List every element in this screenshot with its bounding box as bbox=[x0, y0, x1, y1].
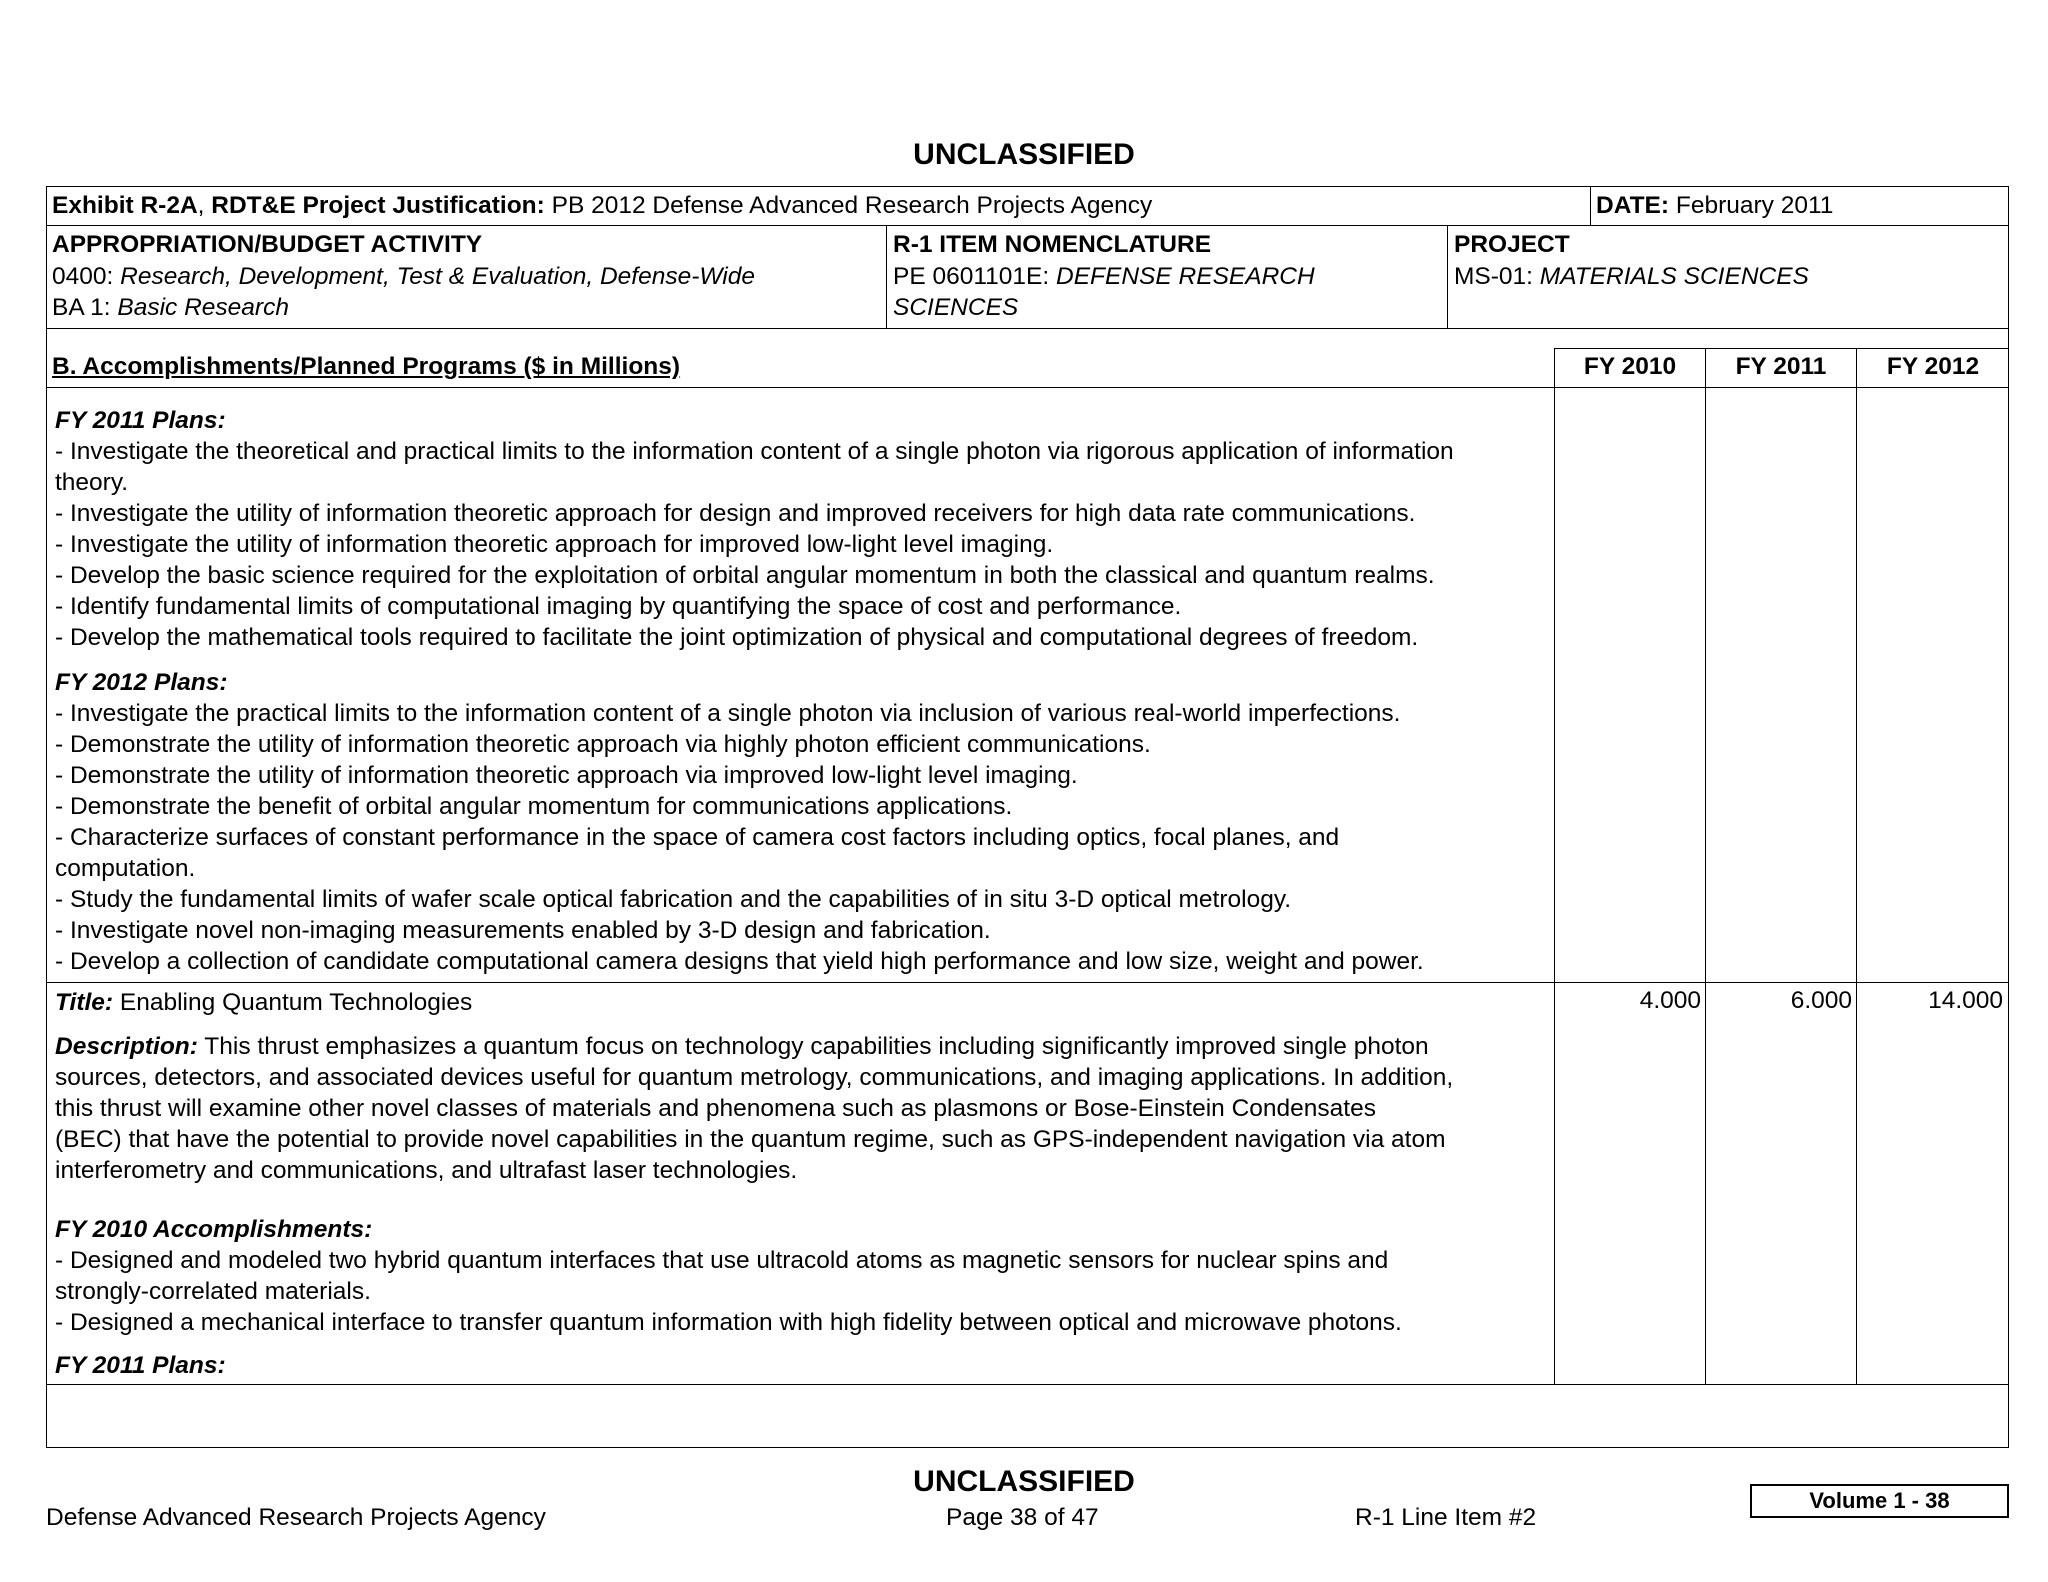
approp-label: APPROPRIATION/BUDGET ACTIVITY bbox=[52, 231, 483, 258]
rule-block2 bbox=[46, 1384, 2009, 1385]
value-fy2011: 6.000 bbox=[1790, 987, 1852, 1014]
justification-value: PB 2012 Defense Advanced Research Projects Agency bbox=[544, 192, 1153, 219]
list-item: strongly-correlated materials. bbox=[55, 1278, 371, 1305]
block2-fy2010-accomplishments bbox=[55, 1214, 1402, 1338]
block1-fy2011-heading: FY 2011 Plans: bbox=[55, 407, 226, 434]
list-item: computation. bbox=[55, 855, 196, 882]
list-item: - Designed a mechanical interface to transfer quantum information with high fidelity between optical and microwave photons. bbox=[55, 1309, 1402, 1336]
exhibit-label: Exhibit R-2A bbox=[52, 192, 198, 219]
project-line: MS-01: MATERIALS SCIENCES bbox=[1454, 263, 1809, 290]
footer-line-item: R-1 Line Item #2 bbox=[1355, 1504, 1537, 1531]
value-fy2012: 14.000 bbox=[1928, 987, 2003, 1014]
rule-colhead-top bbox=[1554, 348, 2009, 349]
list-item: - Develop the mathematical tools required to facilitate the joint optimization of physical and computational degrees of freedom. bbox=[55, 624, 1419, 651]
list-item: - Demonstrate the utility of information theoretic approach via improved low-light level imaging. bbox=[55, 762, 1078, 789]
project-label: PROJECT bbox=[1454, 231, 1570, 258]
col-head-fy2011: FY 2011 bbox=[1735, 353, 1827, 380]
footer-page-number: Page 38 of 47 bbox=[946, 1504, 1099, 1531]
col-head-fy2012: FY 2012 bbox=[1886, 353, 1980, 380]
block1-fy2012-plans bbox=[55, 667, 1424, 977]
description-label: Description: bbox=[55, 1033, 198, 1060]
list-item: - Characterize surfaces of constant performance in the space of camera cost factors including optics, focal planes, and bbox=[55, 824, 1340, 851]
block1-fy2011-plans bbox=[55, 405, 1454, 653]
block2-title: Title: Enabling Quantum Technologies bbox=[55, 989, 473, 1016]
rule-info-divider-2 bbox=[1447, 225, 1448, 329]
col-head-fy2010: FY 2010 bbox=[1583, 353, 1677, 380]
r1-label: R-1 ITEM NOMENCLATURE bbox=[893, 231, 1212, 258]
classification-top: UNCLASSIFIED bbox=[913, 138, 1135, 171]
list-item: - Investigate the utility of information theoretic approach for improved low-light level imaging. bbox=[55, 531, 1054, 558]
list-item: theory. bbox=[55, 469, 129, 496]
rule-col-3 bbox=[1856, 348, 1857, 1384]
list-item: - Demonstrate the utility of information theoretic approach via highly photon efficient communications. bbox=[55, 731, 1151, 758]
r1-line-1: PE 0601101E: DEFENSE RESEARCH bbox=[893, 263, 1315, 290]
block2-fy2010-heading: FY 2010 Accomplishments: bbox=[55, 1216, 373, 1243]
r1-line-2: SCIENCES bbox=[893, 294, 1019, 321]
rule-col-2 bbox=[1705, 348, 1706, 1384]
list-item: - Study the fundamental limits of wafer scale optical fabrication and the capabilities of in situ 3-D optical metrology. bbox=[55, 886, 1292, 913]
rule-colhead-bottom bbox=[46, 387, 2009, 388]
section-title: B. Accomplishments/Planned Programs ($ in Millions) bbox=[52, 353, 681, 380]
classification-bottom: UNCLASSIFIED bbox=[913, 1465, 1135, 1498]
block2-description: Description: This thrust emphasizes a quantum focus on technology capabilities including significantly improved single photon sources, detectors, and associated devices useful for quantum metrology, communications, and imaging applications. In addition, this thrust will examine other novel classes of materials and phenomena such as plasmons or Bose-Einstein Condensates (BEC) that have the potential to provide novel capabilities in the quantum regime, such as GPS-independent navigation via atom interferometry and communications, and ultrafast laser technologies. bbox=[55, 1033, 1454, 1184]
rule-date-divider bbox=[1590, 186, 1591, 226]
list-item: - Identify fundamental limits of computational imaging by quantifying the space of cost and performance. bbox=[55, 593, 1182, 620]
list-item: - Investigate the theoretical and practical limits to the information content of a single photon via rigorous application of information bbox=[55, 438, 1454, 465]
list-item: - Investigate the practical limits to the information content of a single photon via inclusion of various real-world imperfections. bbox=[55, 700, 1401, 727]
date-field: DATE: February 2011 bbox=[1596, 192, 1834, 219]
list-item: - Investigate novel non-imaging measurements enabled by 3-D design and fabrication. bbox=[55, 917, 991, 944]
block1-fy2012-heading: FY 2012 Plans: bbox=[55, 669, 228, 696]
rule-info bbox=[46, 328, 2009, 329]
list-item: - Develop a collection of candidate computational camera designs that yield high performance and low size, weight and power. bbox=[55, 948, 1424, 975]
rule-block1 bbox=[46, 982, 2009, 983]
list-item: - Investigate the utility of information theoretic approach for design and improved receivers for high data rate communications. bbox=[55, 500, 1416, 527]
block2-fy2011-heading: FY 2011 Plans: bbox=[55, 1352, 226, 1379]
list-item: - Designed and modeled two hybrid quantum interfaces that use ultracold atoms as magnetic sensors for nuclear spins and bbox=[55, 1247, 1389, 1274]
footer-agency: Defense Advanced Research Projects Agency bbox=[46, 1504, 546, 1531]
approp-line-2: BA 1: Basic Research bbox=[52, 294, 289, 321]
approp-line-1: 0400: Research, Development, Test & Evaluation, Defense-Wide bbox=[52, 263, 755, 290]
exhibit-title: Exhibit R-2A, RDT&E Project Justification: PB 2012 Defense Advanced Research Projects Agency bbox=[52, 192, 1153, 219]
justification-label: RDT&E Project Justification: bbox=[211, 192, 545, 219]
value-fy2010: 4.000 bbox=[1639, 987, 1701, 1014]
rule-col-1 bbox=[1554, 348, 1555, 1384]
volume-badge: Volume 1 - 38 bbox=[1750, 1484, 2009, 1518]
list-item: - Demonstrate the benefit of orbital angular momentum for communications applications. bbox=[55, 793, 1013, 820]
list-item: - Develop the basic science required for the exploitation of orbital angular momentum in both the classical and quantum realms. bbox=[55, 562, 1435, 589]
rule-header bbox=[46, 225, 2009, 226]
rule-info-divider-1 bbox=[886, 225, 887, 329]
